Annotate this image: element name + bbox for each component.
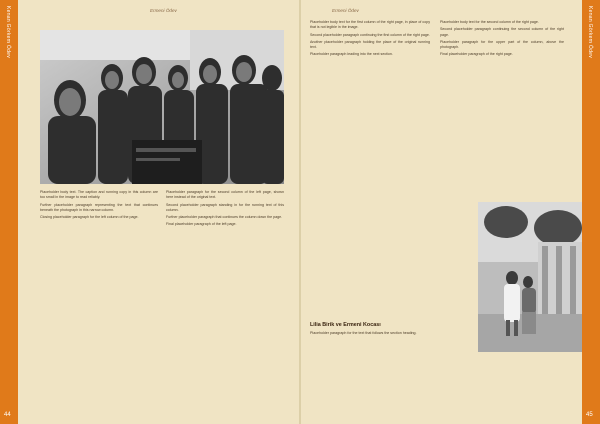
group-photo-image [40,30,284,184]
right-side-label: Kenan Görkem Ödev [587,6,593,59]
left-side-bar [0,0,18,424]
group-photo [40,30,284,184]
left-column-1 [40,190,158,222]
right-column-1 [310,20,430,60]
right-col1-paragraph: Second placeholder paragraph continuing the first column of the right page. [310,32,430,37]
section-heading: Lilia Birik ve Ermeni Kocası [310,322,381,328]
left-col1-paragraph: Closing placeholder paragraph for the left column of the page. [40,215,139,220]
right-running-head: Ermeni Ödev [332,8,359,13]
right-col1-paragraph: Placeholder paragraph leading into the next section. [310,52,393,57]
right-col2-paragraph: Placeholder body text for the second column of the right page. [440,20,539,24]
right-side-bar [582,0,600,424]
right-col2-paragraph: Placeholder paragraph for the upper part of the column, above the photograph. [440,39,564,50]
page-gutter [299,0,301,424]
left-col1-paragraph: Placeholder body text. The caption and running copy in this column are too small in the image to read reliably. [40,190,158,200]
right-col1-paragraph: Another placeholder paragraph holding the place of the original running text. [310,39,430,50]
right-page-number: 45 [586,412,593,418]
left-col2-paragraph: Second placeholder paragraph standing in for the running text of this column. [166,202,284,212]
couple-photo-image [478,202,582,352]
left-col1-paragraph: Further placeholder paragraph representing the text that continues beneath the photograph in this narrow column. [40,202,158,212]
right-col2-paragraph: Second placeholder paragraph continuing the second column of the right page. [440,27,564,37]
left-side-label: Kenan Görkem Ödev [5,6,11,59]
left-col2-paragraph: Placeholder paragraph for the second column of the left page, shown here instead of the original text. [166,190,284,200]
right-col1-paragraph: Placeholder body text for the first column of the right page, in place of copy that is not legible in the image. [310,20,430,30]
right-column-2 [440,20,564,60]
couple-photo [478,202,582,352]
right-column-1-after-heading [310,331,430,338]
left-column-2 [166,190,284,230]
right-col2-paragraph: Final placeholder paragraph of the right page. [440,52,513,57]
left-col2-paragraph: Further placeholder paragraph that continues the column down the page. [166,215,283,220]
left-page-number: 44 [4,412,11,418]
left-col2-paragraph: Final placeholder paragraph of the left page. [166,222,237,227]
left-running-head: Ermeni Ödev [150,8,177,13]
right-col1-after-paragraph: Placeholder paragraph for the text that follows the section heading. [310,331,417,335]
